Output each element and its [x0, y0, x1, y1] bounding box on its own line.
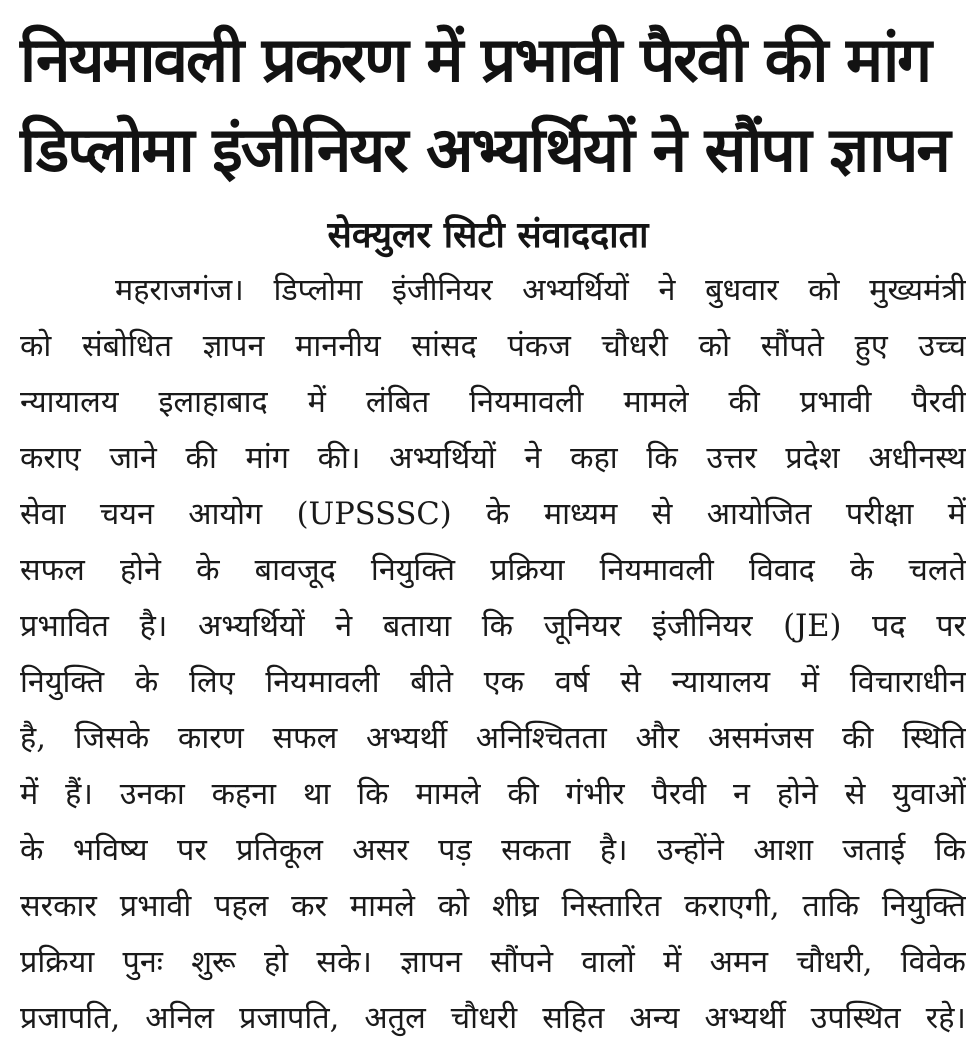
body-line: नियुक्ति के लिए नियमावली बीते एक वर्ष से न्यायालय में विचाराधीन: [20, 665, 966, 700]
body-line: कराए जाने की मांग की। अभ्यर्थियों ने कहा कि उत्तर प्रदेश अधीनस्थ: [20, 441, 966, 476]
body-line: में हैं। उनका कहना था कि मामले की गंभीर पैरवी न होने से युवाओं: [20, 777, 966, 812]
body-line: को संबोधित ज्ञापन माननीय सांसद पंकज चौधरी को सौंपते हुए उच्च: [20, 329, 966, 364]
body-line: सरकार प्रभावी पहल कर मामले को शीघ्र निस्तारित कराएगी, ताकि नियुक्ति: [20, 889, 966, 924]
body-line: प्रभावित है। अभ्यर्थियों ने बताया कि जूनियर इंजीनियर (JE) पद पर: [20, 609, 966, 644]
body-line: सफल होने के बावजूद नियुक्ति प्रक्रिया नियमावली विवाद के चलते: [20, 553, 966, 588]
headline-line-2: डिप्लोमा इंजीनियर अभ्यर्थियों ने सौंपा ज्ञापन: [20, 113, 949, 186]
body-line: है, जिसके कारण सफल अभ्यर्थी अनिश्चितता और असमंजस की स्थिति: [20, 721, 966, 756]
body-line: प्रजापति, अनिल प्रजापति, अतुल चौधरी सहित अन्य अभ्यर्थी उपस्थित रहे।: [20, 1001, 966, 1036]
body-line: सेवा चयन आयोग (UPSSSC) के माध्यम से आयोजित परीक्षा में: [20, 497, 966, 532]
body-line: प्रक्रिया पुनः शुरू हो सके। ज्ञापन सौंपने वालों में अमन चौधरी, विवेक: [20, 945, 966, 980]
body-line: महराजगंज। डिप्लोमा इंजीनियर अभ्यर्थियों ने बुधवार को मुख्यमंत्री: [115, 273, 966, 308]
body-line: के भविष्य पर प्रतिकूल असर पड़ सकता है। उन्होंने आशा जताई कि: [20, 833, 966, 868]
byline: सेक्युलर सिटी संवाददाता: [327, 215, 649, 256]
headline-line-1: नियमावली प्रकरण में प्रभावी पैरवी की मांग: [20, 23, 931, 96]
body-line: न्यायालय इलाहाबाद में लंबित नियमावली मामले की प्रभावी पैरवी: [20, 385, 966, 420]
article-body: [20, 263, 966, 1047]
